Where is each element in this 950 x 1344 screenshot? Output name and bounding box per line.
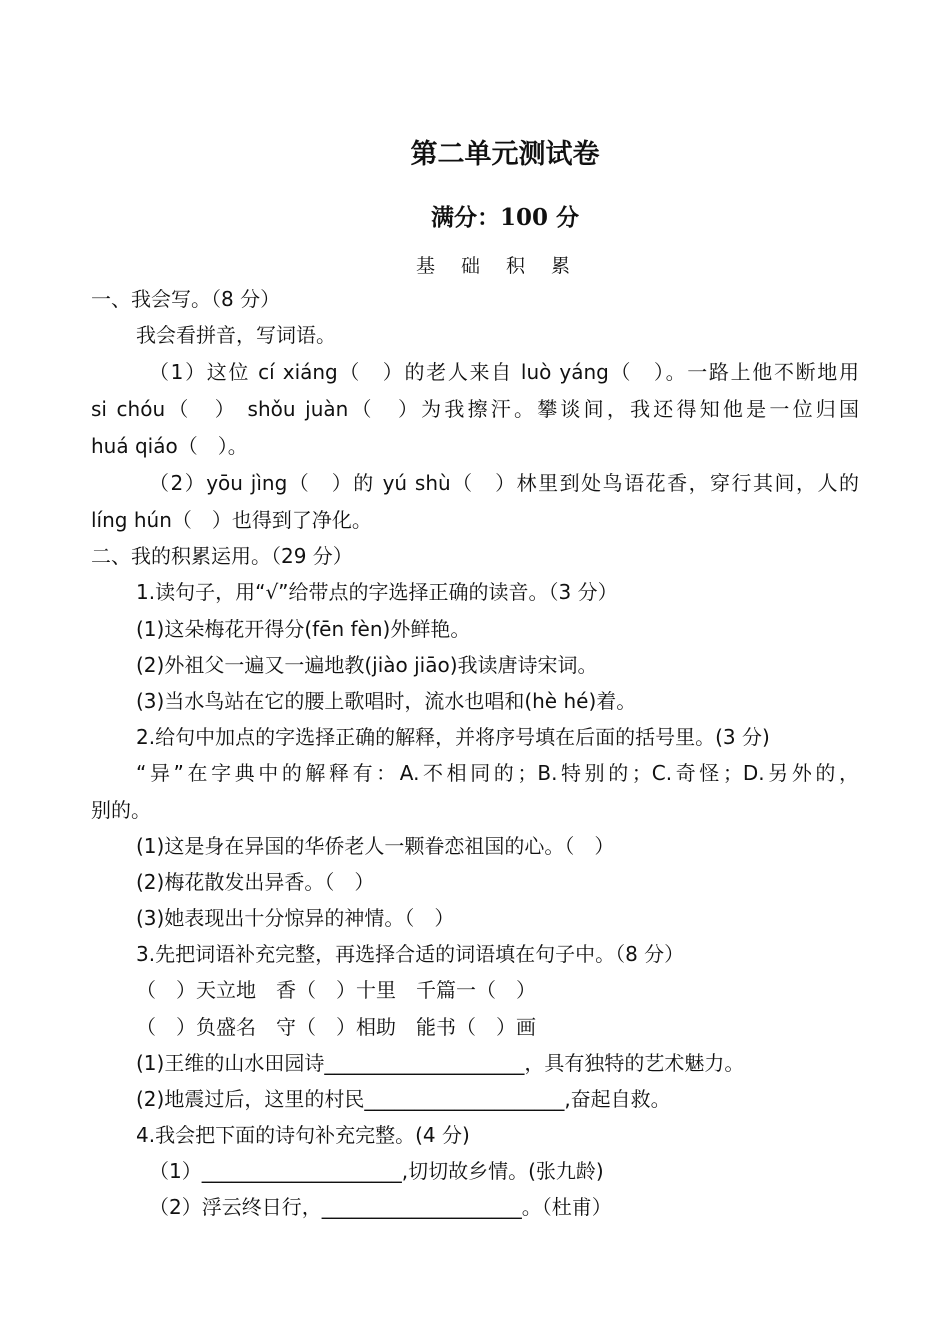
q1-heading: 一、我会写。（8 分） xyxy=(91,287,281,311)
q2-s2-definition-line1: “异”在字典中的解释有：A.不相同的；B.特别的；C.奇怪；D.另外的， xyxy=(136,761,859,785)
q1-part1-line2: si chóu（ ） shǒu juàn（ ）为我擦汗。攀谈间，我还得知他是一位归国 xyxy=(91,397,859,421)
q1-intro: 我会看拼音，写词语。 xyxy=(136,323,336,347)
q2-s2-item: (2)梅花散发出异香。（ ） xyxy=(136,870,375,894)
q2-s2-item: (1)这是身在异国的华侨老人一颗眷恋祖国的心。（ ） xyxy=(136,834,615,858)
q2-heading: 二、我的积累运用。（29 分） xyxy=(91,544,353,568)
q1-part1-line1: （1）这位 cí xiáng（ ）的老人来自 luò yáng（ ）。一路上他不断地用 xyxy=(149,360,859,384)
full-score: 满分：100 分 xyxy=(430,204,580,231)
q2-s1-item: (3)当水鸟站在它的腰上歌唱时，流水也唱和(hè hé)着。 xyxy=(136,689,637,713)
q2-s2-item: (3)她表现出十分惊异的神情。（ ） xyxy=(136,906,455,930)
q2-s3-words-row1: （ ）天立地 香（ ）十里 千篇一（ ） xyxy=(136,978,536,1002)
section-label: 基 础 积 累 xyxy=(415,255,581,277)
q2-s1-heading: 1.读句子，用“√”给带点的字选择正确的读音。（3 分） xyxy=(136,580,618,604)
q2-s2-definition-line2: 别的。 xyxy=(91,798,151,822)
q2-s4-item: （1）____________________,切切故乡情。(张九龄) xyxy=(149,1159,604,1183)
q1-part2-line1: （2）yōu jìng（ ）的 yú shù（ ）林里到处鸟语花香，穿行其间，人的 xyxy=(149,471,859,495)
q1-part1-line3: huá qiáo（ ）。 xyxy=(91,434,248,458)
q1-part2-line2: líng hún（ ）也得到了净化。 xyxy=(91,508,372,532)
q2-s4-item: （2）浮云终日行，____________________。（杜甫） xyxy=(149,1195,612,1219)
q2-s3-item: (2)地震过后，这里的村民____________________,奋起自救。 xyxy=(136,1087,671,1111)
q2-s4-heading: 4.我会把下面的诗句补充完整。(4 分) xyxy=(136,1123,470,1147)
page-title: 第二单元测试卷 xyxy=(410,139,600,170)
q2-s1-item: (1)这朵梅花开得分(fēn fèn)外鲜艳。 xyxy=(136,617,471,641)
q2-s3-words-row2: （ ）负盛名 守（ ）相助 能书（ ）画 xyxy=(136,1015,536,1039)
q2-s1-item: (2)外祖父一遍又一遍地教(jiào jiāo)我读唐诗宋词。 xyxy=(136,653,598,677)
q2-s3-item: (1)王维的山水田园诗____________________，具有独特的艺术魅力。 xyxy=(136,1051,745,1075)
q2-s3-heading: 3.先把词语补充完整，再选择合适的词语填在句子中。（8 分） xyxy=(136,942,685,966)
q2-s2-heading: 2.给句中加点的字选择正确的解释，并将序号填在后面的括号里。(3 分) xyxy=(136,725,770,749)
